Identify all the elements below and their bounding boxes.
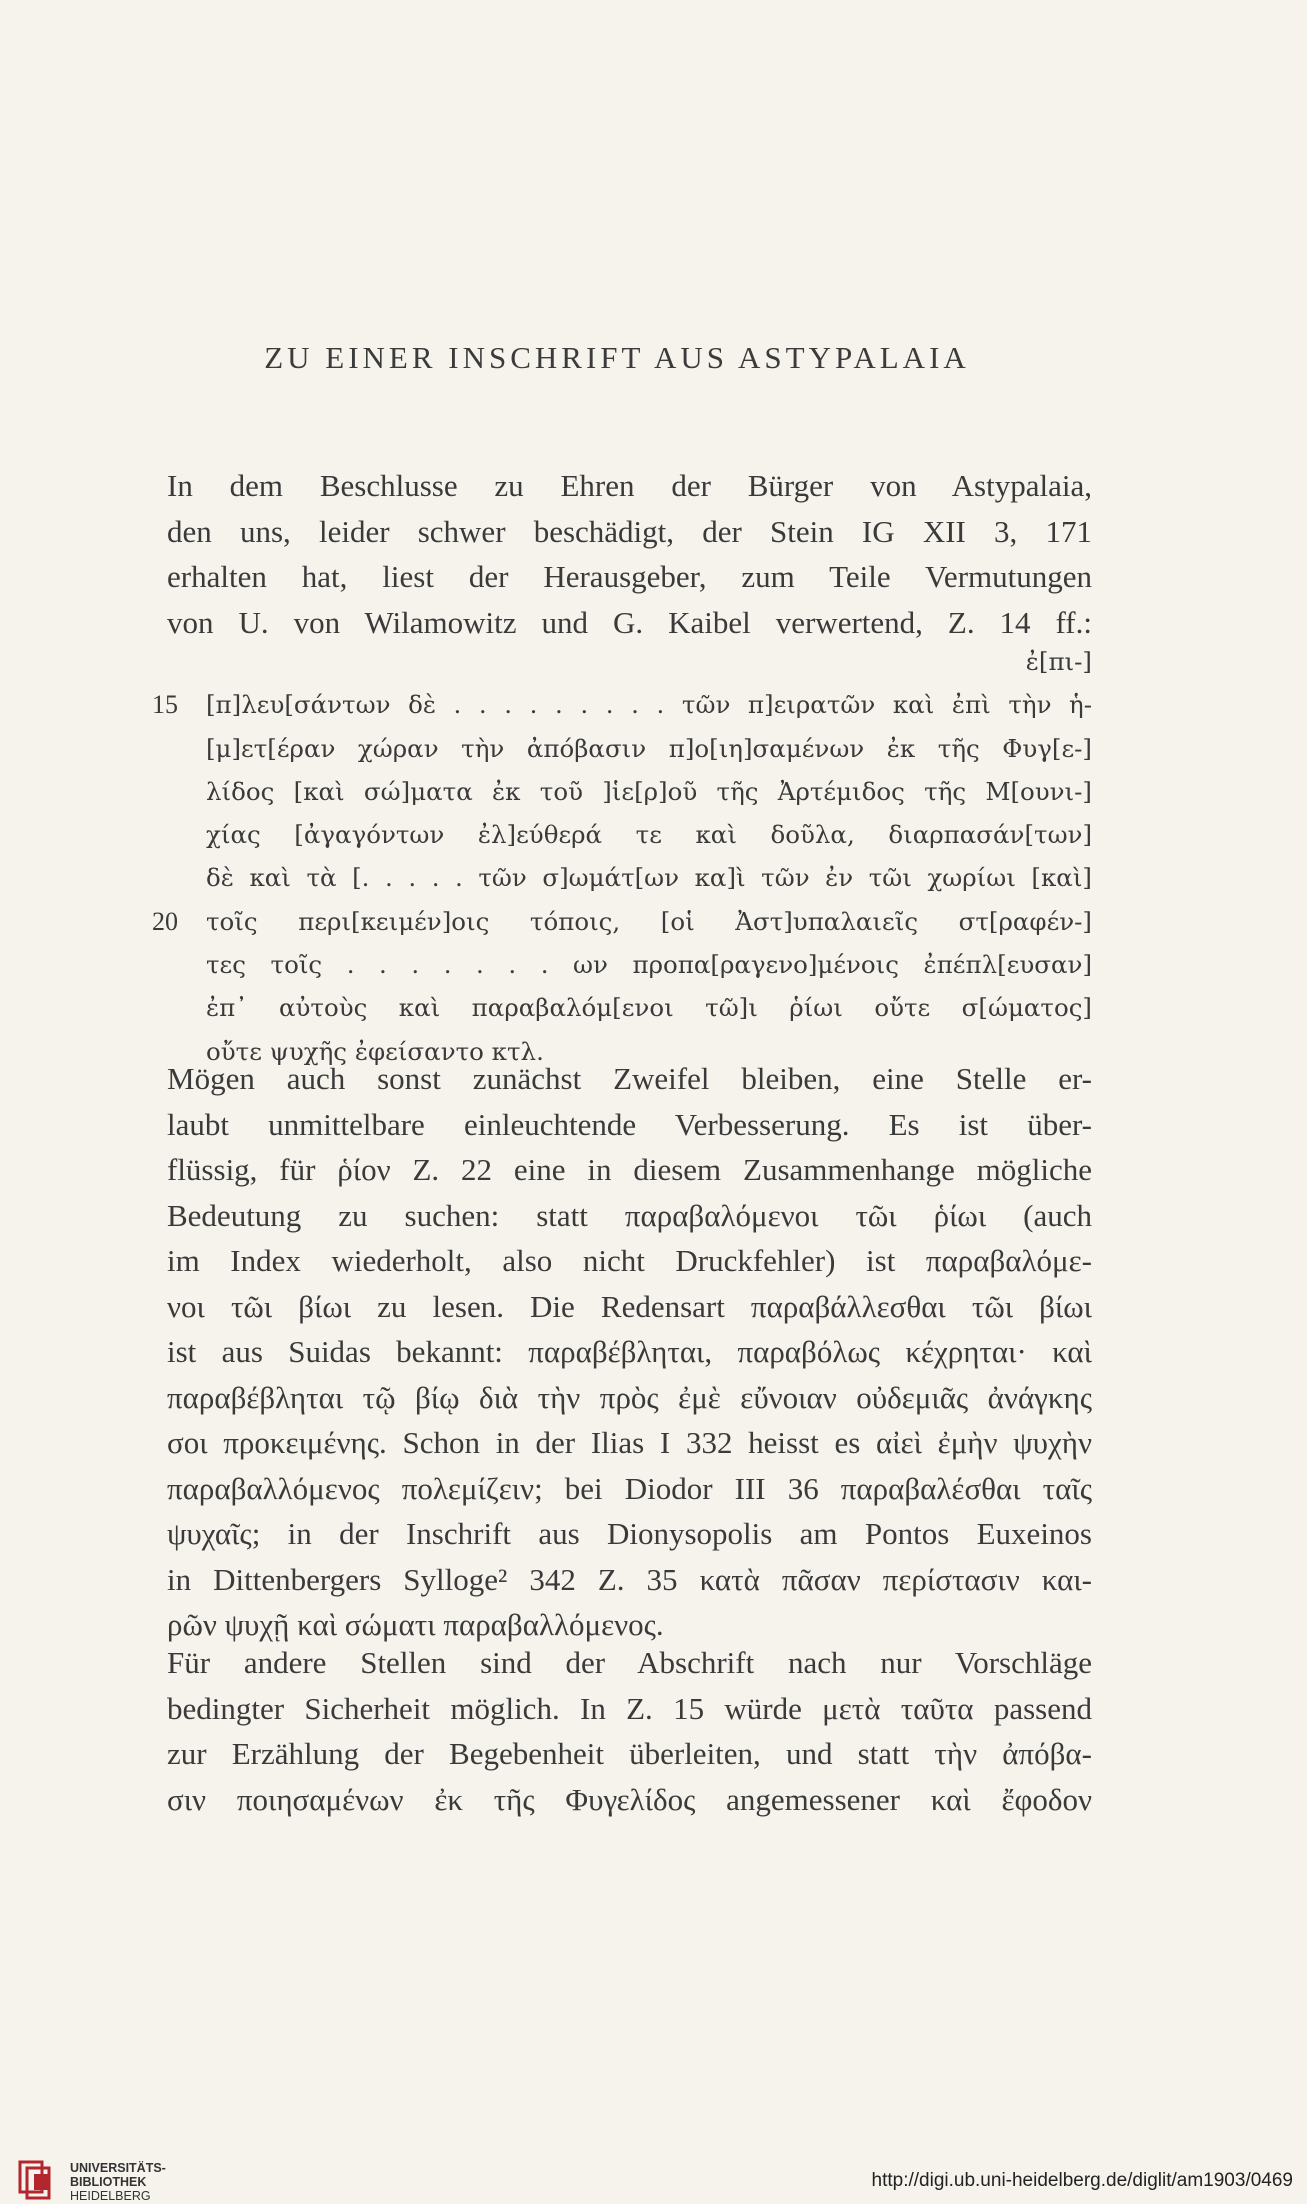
- text-line: im Index wiederholt, also nicht Druckfehler) ist παραβαλόμε-: [167, 1243, 1092, 1278]
- inscription-text: [μ]ετ[έραν χώραν τὴν ἀπόβασιν π]ο[ιη]σαμένων ἐκ τῆς Φυγ[ε-]: [206, 733, 1092, 763]
- inscription-line: [152, 986, 1092, 1029]
- library-name: [70, 2161, 166, 2203]
- library-name-line: UNIVERSITÄTS-: [70, 2161, 166, 2175]
- inscription-text: τοῖς περι[κειμέν]οις τόποις, [οἱ Ἀστ]υπαλαιεῖς στ[ραφέν-]: [206, 906, 1092, 936]
- text-line: den uns, leider schwer beschädigt, der Stein IG XII 3, 171: [167, 513, 1092, 549]
- inscription-text: ἐ[πι-]: [1025, 647, 1092, 676]
- text-line: Für andere Stellen sind der Abschrift nach nur Vorschläge: [167, 1645, 1092, 1680]
- inscription-line: [152, 813, 1092, 856]
- text-line: ψυχαῖς; in der Inschrift aus Dionysopolis am Pontos Euxeinos: [167, 1516, 1092, 1551]
- text-line: flüssig, für ῥίον Z. 22 eine in diesem Zusammenhange mögliche: [167, 1152, 1092, 1187]
- text-line: ist aus Suidas bekannt: παραβέβληται, παραβόλως κέχρηται· καὶ: [167, 1334, 1092, 1369]
- inscription-text: τες τοῖς . . . . . . . ων προπα[ραγενο]μένοις ἐπέπλ[ευσαν]: [206, 950, 1092, 980]
- text-line: Bedeutung zu suchen: statt παραβαλόμενοι τῶι ῥίωι (auch: [167, 1197, 1092, 1233]
- text-line: παραβέβληται τῷ βίῳ διὰ τὴν πρὸς ἐμὲ εὔνοιαν οὐδεμιᾶς ἀνάγκης: [167, 1379, 1092, 1415]
- text-line: Mögen auch sonst zunächst Zweifel bleiben, eine Stelle er-: [167, 1061, 1092, 1096]
- library-name-line: HEIDELBERG: [70, 2189, 151, 2203]
- inscription-text: χίας [ἀγαγόντων ἐλ]εύθερά τε καὶ δοῦλα, διαρπασάν[των]: [206, 820, 1092, 850]
- text-line: von U. von Wilamowitz und G. Kaibel verwertend, Z. 14 ff.:: [167, 604, 1092, 640]
- paragraph-proposals: [167, 1640, 1092, 1822]
- text-line: zur Erzählung der Begebenheit überleiten, und statt τὴν ἀπόβα-: [167, 1736, 1092, 1771]
- article-title: ZU EINER INSCHRIFT AUS ASTYPALAIA: [264, 340, 970, 375]
- permalink-url[interactable]: http://digi.ub.uni-heidelberg.de/diglit/am1903/0469: [871, 2170, 1293, 2191]
- inscription-text: δὲ καὶ τὰ [. . . . . τῶν σ]ωμάτ[ων κα]ὶ τῶν ἐν τῶι χωρίωι [καὶ]: [206, 863, 1092, 893]
- library-name-line: BIBLIOTHEK: [70, 2175, 147, 2189]
- line-number: 20: [152, 906, 178, 936]
- line-number: 15: [152, 690, 178, 720]
- inscription-line: [152, 856, 1092, 899]
- text-line: παραβαλλόμενος πολεμίζειν; bei Diodor III 36 παραβαλέσθαι ταῖς: [167, 1470, 1092, 1506]
- library-footer: [0, 2150, 1307, 2204]
- inscription-text: ἐπ᾽ αὐτοὺς καὶ παραβαλόμ[ενοι τῶ]ι ῥίωι οὔτε σ[ώματος]: [206, 993, 1092, 1023]
- text-line: In dem Beschlusse zu Ehren der Bürger von Astypalaia,: [167, 468, 1092, 503]
- text-line: in Dittenbergers Sylloge² 342 Z. 35 κατὰ πᾶσαν περίστασιν και-: [167, 1561, 1092, 1597]
- text-line: νοι τῶι βίωι zu lesen. Die Redensart παραβάλλεσθαι τῶι βίωι: [167, 1288, 1092, 1324]
- paragraph-intro: [167, 463, 1092, 645]
- inscription-line: [152, 770, 1092, 813]
- inscription-line: [152, 900, 1092, 943]
- text-line: bedingter Sicherheit möglich. In Z. 15 würde μετὰ ταῦτα passend: [167, 1690, 1092, 1726]
- inscription-line: [152, 727, 1092, 770]
- inscription-text: [π]λευ[σάντων δὲ . . . . . . . . . τῶν π]ειρατῶν καὶ ἐπὶ τὴν ἡ-: [206, 690, 1092, 720]
- inscription-text: λίδος [καὶ σώ]ματα ἐκ τοῦ ]ἱε[ρ]οῦ τῆς Ἀρτέμιδος τῆς Μ[ουνι-]: [206, 776, 1092, 806]
- text-line: erhalten hat, liest der Herausgeber, zum Teile Vermutungen: [167, 559, 1092, 594]
- text-line: laubt unmittelbare einleuchtende Verbesserung. Es ist über-: [167, 1106, 1092, 1142]
- paragraph-commentary: [167, 1056, 1092, 1648]
- inscription-text: οὔτε ψυχῆς ἐφείσαντο κτλ.: [206, 1036, 544, 1066]
- greek-inscription: [152, 640, 1092, 1073]
- inscription-line: [152, 640, 1092, 683]
- inscription-line: [152, 683, 1092, 726]
- text-line: σιν ποιησαμένων ἐκ τῆς Φυγελίδος angemessener καὶ ἔφοδον: [167, 1781, 1092, 1817]
- inscription-line: [152, 943, 1092, 986]
- library-logo-icon: [18, 2160, 60, 2200]
- text-line: σοι προκειμένης. Schon in der Ilias I 332 heisst es αἰεὶ ἐμὴν ψυχὴν: [167, 1425, 1092, 1460]
- text-line: ρῶν ψυχῇ καὶ σώματι παραβαλλόμενος.: [167, 1607, 664, 1642]
